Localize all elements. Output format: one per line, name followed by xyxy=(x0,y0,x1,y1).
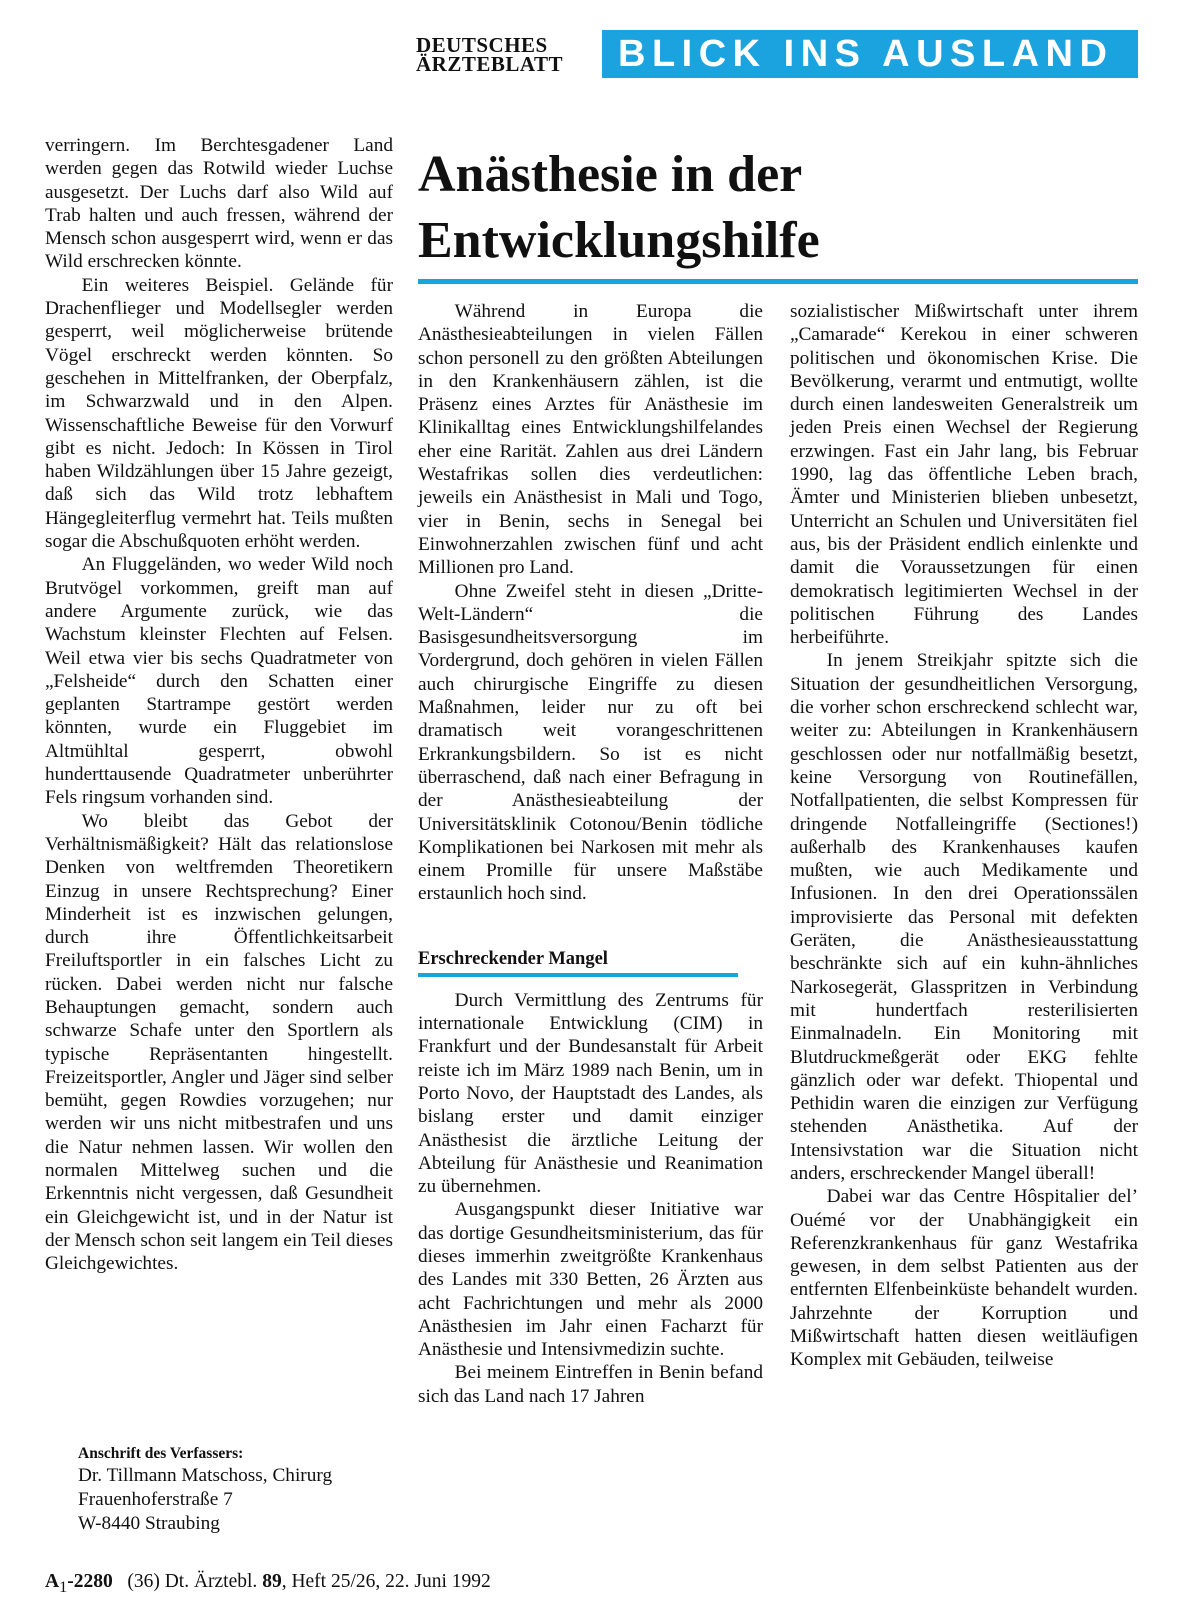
author-address xyxy=(78,1464,332,1536)
footer-issue: , Heft 25/26, 22. Juni 1992 xyxy=(281,1571,491,1592)
left-column xyxy=(45,134,393,1276)
page-footer xyxy=(45,1571,491,1597)
author-street: Frauenhoferstraße 7 xyxy=(78,1489,233,1510)
article-title xyxy=(418,142,1138,274)
author-city: W-8440 Straubing xyxy=(78,1513,220,1534)
subheading: Erschreckender Mangel xyxy=(418,948,608,969)
author-address-label: Anschrift des Verfassers: xyxy=(78,1445,244,1462)
masthead-line-2: ÄRZTEBLATT xyxy=(416,52,563,76)
footer-journal: (36) Dt. Ärztebl. xyxy=(127,1571,258,1592)
middle-paragraph-4: Ausgangspunkt dieser Initiative war das dortige Gesundheitsministerium, das für dieses immerhin zweitgrößte Krankenhaus des Landes mit 330 Betten, 26 Ärzten aus acht Fachrichtungen und mehr als 2000 Anästhesien im Jahr einen Facharzt für Anästhesie und Intensivmedizin suchte. xyxy=(418,1199,763,1361)
right-paragraph-3: Dabei war das Centre Hôspitalier del’ Ouémé vor der Unabhängigkeit ein Referenzkrankenhaus für ganz Westafrika gewesen, in dem selbst Patienten aus der entfernten Elfenbeinküste behandelt wurden. Jahrzehnte der Korruption und Mißwirtschaft hatten diesen weitläufigen Komplex mit Gebäuden, teilweise xyxy=(790,1186,1138,1371)
title-line-2: Entwicklungshilfe xyxy=(418,212,820,269)
subheading-rule xyxy=(418,973,738,977)
middle-paragraph-1: Während in Europa die Anästhesieabteilungen in vielen Fällen schon personell zu den größten Abteilungen in den Krankenhäusern zählen, ist die Präsenz eines Arztes für Anästhesie im Klinikalltag eines Entwicklungshilfelandes eher eine Rarität. Zahlen aus drei Ländern Westafrikas sollen dies verdeutlichen: jeweils ein Anästhesist in Mali und Togo, vier in Benin, sechs in Senegal bei Einwohnerzahlen zwischen fünf und acht Millionen pro Land. xyxy=(418,301,763,579)
right-paragraph-1: sozialistischer Mißwirtschaft unter ihrem „Camarade“ Kerekou in einer schweren politischen und ökonomischen Krise. Die Bevölkerung, verarmt und entmutigt, wollte durch einen landesweiten Generalstreik um jeden Preis einen Wechsel der Regierung erzwingen. Fast ein Jahr lang, bis Februar 1990, lag das öffentliche Leben brach, Ämter und Ministerien blieben unbesetzt, Unterricht an Schulen und Universitäten fiel aus, bis der Präsident endlich einlenkte und damit die Voraussetzungen für einen demokratisch legitimierten Wechsel in der politischen Führung des Landes herbeiführte. xyxy=(790,301,1138,649)
middle-paragraph-5: Bei meinem Eintreffen in Benin befand sich das Land nach 17 Jahren xyxy=(418,1362,763,1407)
middle-column xyxy=(418,300,763,1408)
footer-page-number: -2280 xyxy=(67,1571,113,1592)
title-line-1: Anästhesie in der xyxy=(418,146,803,203)
left-paragraph-1: verringern. Im Berchtesgadener Land werden gegen das Rotwild wieder Luchse ausgesetzt. Der Luchs darf also Wild auf Trab halten und auch fressen, während der Mensch schon ausgesperrt wird, wenn er das Wild erschrecken könnte. xyxy=(45,135,393,273)
masthead-line-1: DEUTSCHES xyxy=(416,33,548,57)
right-paragraph-2: In jenem Streikjahr spitzte sich die Situation der gesundheitlichen Versorgung, die vorher schon erschreckend schlecht war, weiter zu: Abteilungen in Krankenhäusern geschlossen oder nur notfallmäßig besetzt, keine Versorgung von Routinefällen, Notfallpatienten, die selbst Kompressen für dringende Notfalleingriffe (Sectiones!) außerhalb des Krankenhauses kaufen mußten, wie auch Medikamente und Infusionen. In den drei Operationssälen improvisierte das Personal mit defekten Geräten, die Anästhesieausstattung beschränkte sich auf ein kuhn-ähnliches Narkosegerät, Glasspritzen in Verbindung mit hundertfach resterilisierten Einmalnadeln. Ein Monitoring mit Blutdruckmeßgerät oder EKG fehlte gänzlich oder war defekt. Thiopental und Pethidin waren die einzigen zur Verfügung stehenden Anästhetika. Auf der Intensivstation war die Situation nicht anders, erschreckender Mangel überall! xyxy=(790,650,1138,1184)
footer-page-code-sub: 1 xyxy=(59,1577,68,1596)
right-column xyxy=(790,300,1138,1372)
masthead-logo xyxy=(416,33,563,76)
title-rule xyxy=(418,279,1138,284)
footer-page-code: A xyxy=(45,1571,60,1592)
footer-volume: 89 xyxy=(262,1571,282,1592)
middle-paragraph-3: Durch Vermittlung des Zentrums für internationale Entwicklung (CIM) in Frankfurt und der Bundesanstalt für Arbeit reiste ich im März 1989 nach Benin, um in Porto Novo, der Hauptstadt des Landes, als bislang erster und damit einziger Anästhesist die ärztliche Leitung der Abteilung für Anästhesie und Reanimation zu übernehmen. xyxy=(418,989,763,1198)
left-paragraph-3: An Fluggeländen, wo weder Wild noch Brutvögel vorkommen, greift man auf andere Argumente zurück, wie das Wachstum kleinster Flechten auf Felsen. Weil etwa vier bis sechs Quadratmeter von „Felsheide“ durch den Schatten einer geplanten Startrampe gestört werden könnten, wurde ein Fluggebiet im Altmühltal gesperrt, obwohl hunderttausende Quadratmeter unberührter Fels ringsum vorhanden sind. xyxy=(45,554,393,809)
author-name: Dr. Tillmann Matschoss, Chirurg xyxy=(78,1465,333,1486)
section-banner: BLICK INS AUSLAND xyxy=(602,30,1138,78)
left-paragraph-2: Ein weiteres Beispiel. Gelände für Drachenflieger und Modellsegler werden gesperrt, weil möglicherweise brütende Vögel erschreckt werden könnten. So geschehen in Mittelfranken, der Oberpfalz, im Schwarzwald und in den Alpen. Wissenschaftliche Beweise für den Vorwurf gibt es nicht. Jedoch: In Kössen in Tirol haben Wildzählungen über 15 Jahre gezeigt, daß sich das Wild trotz lebhaftem Hängegleiterflug vermehrt hat. Teils mußten sogar die Abschußquoten erhöht werden. xyxy=(45,274,393,553)
middle-paragraph-2: Ohne Zweifel steht in diesen „Dritte-Welt-Ländern“ die Basisgesundheitsversorgung im Vordergrund, doch gehören in vielen Fällen auch chirurgische Eingriffe zu diesen Maßnahmen, leider nur zu oft bei dramatisch weit vorangeschrittenen Erkrankungsbildern. So ist es nicht überraschend, daß nach einer Befragung in der Anästhesieabteilung der Universitätsklinik Cotonou/Benin tödliche Komplikationen bei Narkosen mit mehr als einem Promille für unsere Maßstäbe erstaunlich hoch sind. xyxy=(418,580,763,905)
left-paragraph-4: Wo bleibt das Gebot der Verhältnismäßigkeit? Hält das relationslose Denken von weltfremden Theoretikern Einzug in unsere Rechtsprechung? Einer Minderheit ist es inzwischen gelungen, durch ihre Öffentlichkeitsarbeit Freiluftsportler in ein falsches Licht zu rücken. Dabei werden nicht nur falsche Behauptungen gemacht, sondern auch schwarze Schafe unter den Sportlern als typische Repräsentanten hingestellt. Freizeitsportler, Angler und Jäger sind selber bemüht, gegen Rowdies vorzugehen; nur werden wir uns nicht mitbestrafen und uns die Natur nehmen lassen. Wir wollen den normalen Mittelweg suchen und die Erkenntnis nicht vergessen, daß Gesundheit ein Gleichgewicht ist, und in der Natur ist der Mensch schon seit langem ein Teil dieses Gleichgewichtes. xyxy=(45,810,393,1275)
